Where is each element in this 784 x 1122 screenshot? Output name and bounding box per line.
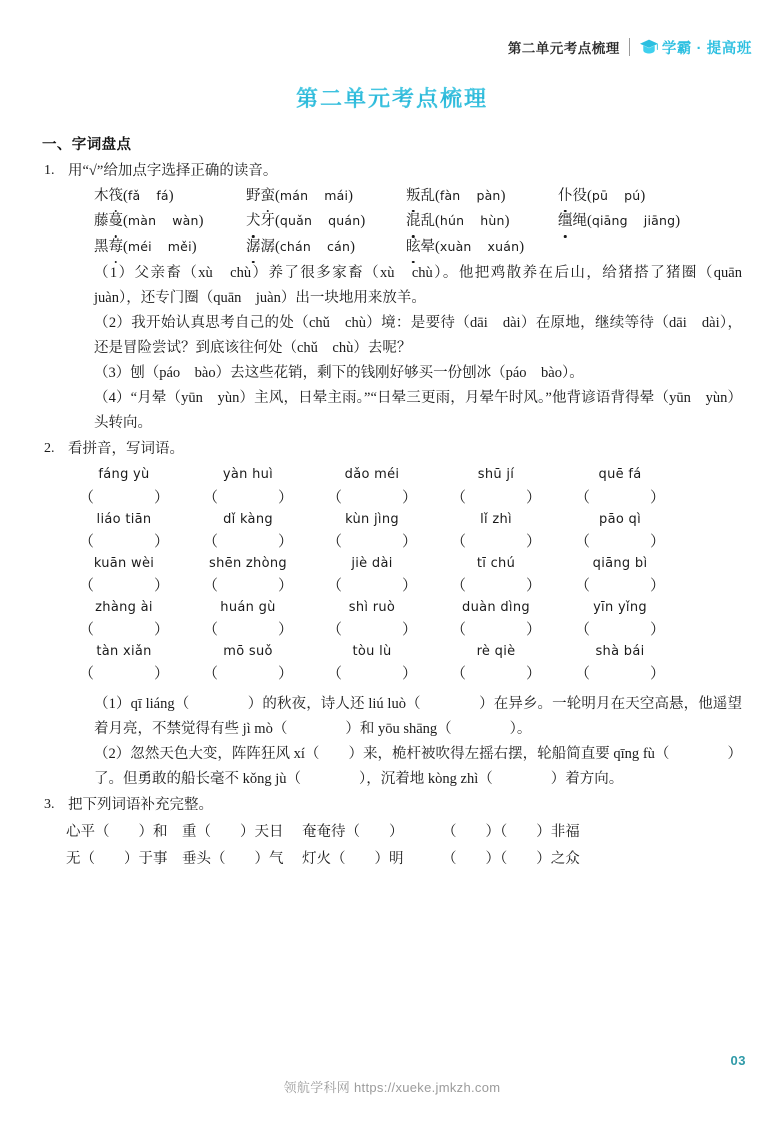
question-2-number: 2. xyxy=(44,440,55,456)
idiom-row xyxy=(42,846,742,873)
pinyin-choice-item[interactable]: 藤 蔓 ( màn wàn ) xyxy=(94,210,246,233)
pinyin-label: quē fá xyxy=(598,467,642,483)
dotted-char: 眩 xyxy=(406,236,421,259)
brand-text: 学霸 · 提高班 xyxy=(661,40,752,57)
pinyin-grid-cell[interactable] xyxy=(310,510,434,554)
pinyin-label: tī chú xyxy=(476,555,516,571)
pinyin-grid-cell[interactable] xyxy=(434,510,558,554)
answer-blank[interactable]: （ ） xyxy=(78,622,169,639)
answer-blank[interactable]: （ ） xyxy=(78,489,169,506)
dotted-char: 蔓 xyxy=(109,210,124,233)
worksheet-content xyxy=(42,134,757,873)
pinyin-label: shà bái xyxy=(595,644,645,660)
pinyin-choice-item[interactable]: 叛 乱( fàn pàn ) xyxy=(406,185,558,208)
header-divider xyxy=(629,38,630,56)
dotted-char: 蛮 xyxy=(261,185,276,208)
answer-blank[interactable]: （ ） xyxy=(450,577,541,594)
question-2-prompt: 看拼音，写词语。 xyxy=(68,440,184,457)
question-1-sentence[interactable]: （2）我开始认真思考自己的处（chǔ chù）境：是要待（dāi dài）在原地，继续等待（dāi dài），还是冒险尝试？到底该往何处（chǔ chù）去呢？ xyxy=(94,315,742,357)
pinyin-choice-item[interactable]: 木 筏 ( fǎ fá ) xyxy=(94,185,246,208)
question-1-sentence[interactable]: （4）“月晕（yūn yùn）主风，日晕主雨。”“日晕三更雨，月晕午时风。”他背谚语背得晕（yūn yùn）头转向。 xyxy=(94,390,742,432)
answer-blank[interactable]: （ ） xyxy=(450,533,541,550)
pinyin-grid-cell[interactable] xyxy=(558,510,682,554)
pinyin-grid-cell[interactable] xyxy=(310,642,434,686)
page-title: 第二单元考点梳理 xyxy=(0,82,784,113)
pinyin-choice-item[interactable]: 黑 莓 ( méi měi ) xyxy=(94,236,246,259)
pinyin-label: pāo qì xyxy=(599,511,641,527)
answer-blank[interactable]: （ ） xyxy=(202,622,293,639)
pinyin-grid-cell[interactable] xyxy=(62,554,186,598)
graduation-cap-icon xyxy=(639,38,659,56)
question-1 xyxy=(42,160,742,183)
pinyin-grid-row xyxy=(62,510,742,554)
pinyin-choice-row xyxy=(94,210,742,233)
question-1-sentence[interactable]: （3）刨（páo bào）去这些花销，剩下的钱刚好够买一份刨冰（páo bào）。 xyxy=(94,365,584,382)
pinyin-grid-cell[interactable] xyxy=(434,598,558,642)
question-1-number: 1. xyxy=(44,163,55,179)
idiom-item[interactable]: （ ）（ ）之众 xyxy=(442,851,580,868)
page-number: 03 xyxy=(730,1053,746,1068)
idiom-item[interactable]: 心平（ ）和 xyxy=(66,824,168,841)
pinyin-grid-row xyxy=(62,598,742,642)
pinyin-choice-row xyxy=(94,185,742,208)
answer-blank[interactable]: （ ） xyxy=(450,489,541,506)
pinyin-label: liáo tiān xyxy=(96,511,152,527)
running-header xyxy=(508,36,752,58)
pinyin-label: yīn yǐng xyxy=(593,599,647,615)
question-1-sentence[interactable]: （1）父亲畜（xù chù）养了很多家畜（xù chù）。他把鸡散养在后山，给猪搭了猪圈（quān juàn），还专门圈（quān juàn）出一块地用来放羊。 xyxy=(94,265,757,307)
pinyin-grid-cell[interactable] xyxy=(186,465,310,509)
pinyin-grid-cell[interactable] xyxy=(62,510,186,554)
pinyin-label: tòu lù xyxy=(352,644,392,660)
question-1-choices xyxy=(42,185,757,436)
idiom-item[interactable]: 垂头（ ）气 xyxy=(182,851,284,868)
pinyin-label: shēn zhòng xyxy=(209,555,287,571)
pinyin-label: kuān wèi xyxy=(93,555,155,571)
question-3-number: 3. xyxy=(44,796,55,812)
answer-blank[interactable]: （ ） xyxy=(574,533,665,550)
pinyin-grid-cell[interactable] xyxy=(310,598,434,642)
question-3-prompt: 把下列词语补充完整。 xyxy=(68,796,213,813)
answer-blank[interactable]: （ ） xyxy=(326,622,417,639)
question-2 xyxy=(42,438,742,461)
pinyin-grid-cell[interactable] xyxy=(558,465,682,509)
dotted-char: 叛 xyxy=(406,185,421,208)
pinyin-grid-cell[interactable] xyxy=(434,642,558,686)
dotted-char: 筏 xyxy=(109,185,124,208)
answer-blank[interactable]: （ ） xyxy=(326,489,417,506)
idiom-item[interactable]: 无（ ）于事 xyxy=(66,851,168,868)
pinyin-label: dǐ kàng xyxy=(223,511,273,527)
answer-blank[interactable]: （ ） xyxy=(326,666,417,683)
pinyin-choice-item[interactable]: 仆 役( pū pú ) xyxy=(558,185,645,208)
pinyin-label: fáng yù xyxy=(98,467,150,483)
dotted-char: 莓 xyxy=(109,236,124,259)
pinyin-label: shì ruò xyxy=(348,599,396,615)
pinyin-word-grid xyxy=(42,465,742,686)
pinyin-label: tàn xiǎn xyxy=(96,644,152,660)
answer-blank[interactable]: （ ） xyxy=(78,577,169,594)
pinyin-label: duàn dìng xyxy=(462,599,530,615)
idiom-item[interactable]: （ ）（ ）非福 xyxy=(442,824,580,841)
question-3 xyxy=(42,794,742,817)
question-2-sentences xyxy=(42,692,742,792)
answer-blank[interactable]: （ ） xyxy=(450,622,541,639)
dotted-char: 缰 xyxy=(558,210,573,233)
pinyin-choice-item[interactable]: 眩 晕( xuàn xuán ) xyxy=(406,236,558,259)
question-2-sentence[interactable]: （1）qī liáng（ ）的秋夜，诗人还 liú luò（ ）在异乡。一轮明月在天空高悬，他遥望着月亮，不禁觉得有些 jì mò（ ）和 yōu shāng（ ）。 xyxy=(94,696,742,738)
pinyin-grid-cell[interactable] xyxy=(310,554,434,598)
pinyin-choice-item[interactable]: 犬 牙( quǎn quán ) xyxy=(246,210,406,233)
idiom-completion xyxy=(42,819,742,873)
dotted-char: 潺 xyxy=(246,236,261,259)
answer-blank[interactable]: （ ） xyxy=(202,666,293,683)
pinyin-label: qiāng bì xyxy=(592,555,648,571)
pinyin-label: zhàng ài xyxy=(95,599,153,615)
pinyin-choice-item[interactable]: 混 乱( hún hùn ) xyxy=(406,210,558,233)
pinyin-grid-cell[interactable] xyxy=(558,598,682,642)
pinyin-grid-cell[interactable] xyxy=(434,465,558,509)
idiom-item[interactable]: 灯火（ ）明 xyxy=(302,851,404,868)
pinyin-label: shū jí xyxy=(477,467,515,483)
pinyin-choice-item[interactable]: 潺 潺( chán cán ) xyxy=(246,236,406,259)
pinyin-grid-cell[interactable] xyxy=(186,554,310,598)
dotted-char: 犬 xyxy=(246,210,261,233)
pinyin-grid-cell[interactable] xyxy=(186,598,310,642)
pinyin-grid-cell[interactable] xyxy=(62,465,186,509)
answer-blank[interactable]: （ ） xyxy=(202,489,293,506)
dotted-char: 混 xyxy=(406,210,421,233)
dotted-char: 仆 xyxy=(558,185,573,208)
pinyin-grid-cell[interactable] xyxy=(186,642,310,686)
answer-blank[interactable]: （ ） xyxy=(326,533,417,550)
pinyin-choice-item[interactable]: 野 蛮 ( mán mái ) xyxy=(246,185,406,208)
pinyin-grid-cell[interactable] xyxy=(62,642,186,686)
answer-blank[interactable]: （ ） xyxy=(450,666,541,683)
pinyin-label: huán gù xyxy=(220,599,276,615)
pinyin-label: dǎo méi xyxy=(344,467,400,483)
pinyin-grid-cell[interactable] xyxy=(434,554,558,598)
idiom-item[interactable]: 重（ ）天日 xyxy=(182,824,284,841)
answer-blank[interactable]: （ ） xyxy=(574,489,665,506)
watermark: 领航学科网 https://xueke.jmkzh.com xyxy=(283,1080,501,1095)
answer-blank[interactable]: （ ） xyxy=(202,533,293,550)
brand-logo xyxy=(639,37,752,58)
pinyin-grid-row xyxy=(62,554,742,598)
pinyin-label: jiè dài xyxy=(351,555,393,571)
question-2-sentence[interactable]: （2）忽然天色大变，阵阵狂风 xí（ ）来，桅杆被吹得左摇右摆，轮船简直要 qīng fù（ ）了。但勇敢的船长毫不 kǒng jù（ ），沉着地 kòng zhì（ ）着方向。 xyxy=(94,746,742,787)
pinyin-grid-row xyxy=(62,642,742,686)
answer-blank[interactable]: （ ） xyxy=(574,577,665,594)
pinyin-grid-row xyxy=(62,465,742,509)
idiom-row xyxy=(42,819,742,846)
pinyin-grid-cell[interactable] xyxy=(310,465,434,509)
pinyin-label: yàn huì xyxy=(222,467,274,483)
pinyin-grid-cell[interactable] xyxy=(62,598,186,642)
running-header-title: 第二单元考点梳理 xyxy=(507,41,620,56)
pinyin-label: kùn jìng xyxy=(345,511,399,527)
answer-blank[interactable]: （ ） xyxy=(574,666,665,683)
question-1-prompt: 用“√”给加点字选择正确的读音。 xyxy=(68,163,278,180)
pinyin-label: lǐ zhì xyxy=(480,511,512,527)
answer-blank[interactable]: （ ） xyxy=(78,533,169,550)
idiom-item[interactable]: 奄奄待（ ） xyxy=(302,824,404,841)
section-heading: 一、字词盘点 xyxy=(42,137,132,153)
pinyin-choice-row xyxy=(94,236,742,259)
pinyin-choice-item[interactable]: 缰 绳( qiāng jiāng ) xyxy=(558,210,680,233)
answer-blank[interactable]: （ ） xyxy=(326,577,417,594)
answer-blank[interactable]: （ ） xyxy=(78,666,169,683)
pinyin-grid-cell[interactable] xyxy=(558,554,682,598)
pinyin-grid-cell[interactable] xyxy=(186,510,310,554)
pinyin-label: mō suǒ xyxy=(223,644,273,660)
answer-blank[interactable]: （ ） xyxy=(574,622,665,639)
pinyin-label: rè qiè xyxy=(476,644,516,660)
answer-blank[interactable]: （ ） xyxy=(202,577,293,594)
pinyin-grid-cell[interactable] xyxy=(558,642,682,686)
